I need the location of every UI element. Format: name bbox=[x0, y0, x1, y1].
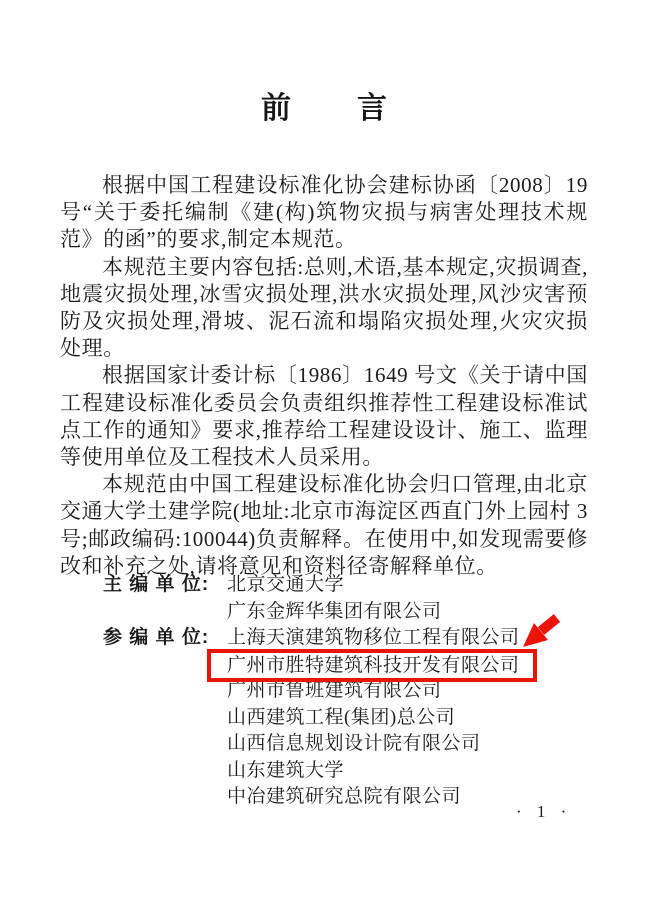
participating-units-label: 参 编 单 位: bbox=[103, 627, 210, 648]
unit-name: 上海天演建筑物移位工程有限公司 bbox=[227, 627, 520, 648]
unit-name: 广州市鲁班建筑有限公司 bbox=[227, 680, 442, 701]
unit-name: 山东建筑大学 bbox=[227, 759, 345, 781]
paragraph-basis: 根据中国工程建设标准化协会建标协函〔2008〕19 号“关于委托编制《建(构)筑物灾损与病害处理技术规范》的函”的要求,制定本规范。 bbox=[60, 173, 588, 252]
editing-units-section bbox=[103, 572, 573, 811]
unit-name: 北京交通大学 bbox=[227, 574, 345, 595]
unit-name: 山西建筑工程(集团)总公司 bbox=[227, 706, 456, 728]
participating-units-row bbox=[103, 625, 573, 811]
unit-name: 广东金辉华集团有限公司 bbox=[227, 600, 442, 622]
chief-editor-names bbox=[227, 572, 573, 625]
highlight-box: 广州市胜特建筑科技开发有限公司 bbox=[207, 649, 537, 682]
page-title: 前 言 bbox=[261, 92, 389, 125]
participating-unit-names bbox=[227, 625, 573, 811]
paragraph-contents: 本规范主要内容包括:总则,术语,基本规定,灾损调查,地震灾损处理,冰雪灾损处理,洪水灾损处理,风沙灾害预防及灾损处理,滑坡、泥石流和塌陷灾损处理,火灾灾损处理。 bbox=[60, 254, 588, 361]
unit-name: 中冶建筑研究总院有限公司 bbox=[227, 786, 462, 807]
paragraph-management: 本规范由中国工程建设标准化协会归口管理,由北京交通大学土建学院(地址:北京市海淀区西直门外上园村 3 号;邮政编码:100044)负责解释。在使用中,如发现需要修改和补充之处,请将意见和资料径寄解释单位。 bbox=[60, 472, 588, 578]
page-number: · 1 · bbox=[516, 802, 569, 821]
paragraph-recommendation: 根据国家计委计标〔1986〕1649 号文《关于请中国工程建设标准化委员会负责组织推荐性工程建设标准试点工作的通知》要求,推荐给工程建设设计、施工、监理等使用单位及工程技术人员采用。 bbox=[60, 363, 588, 470]
chief-editor-unit-row bbox=[103, 572, 573, 625]
highlighted-unit bbox=[227, 652, 573, 679]
chief-editor-label: 主 编 单 位: bbox=[103, 574, 210, 595]
unit-name: 山西信息规划设计院有限公司 bbox=[227, 733, 481, 754]
preface-body bbox=[60, 172, 588, 580]
